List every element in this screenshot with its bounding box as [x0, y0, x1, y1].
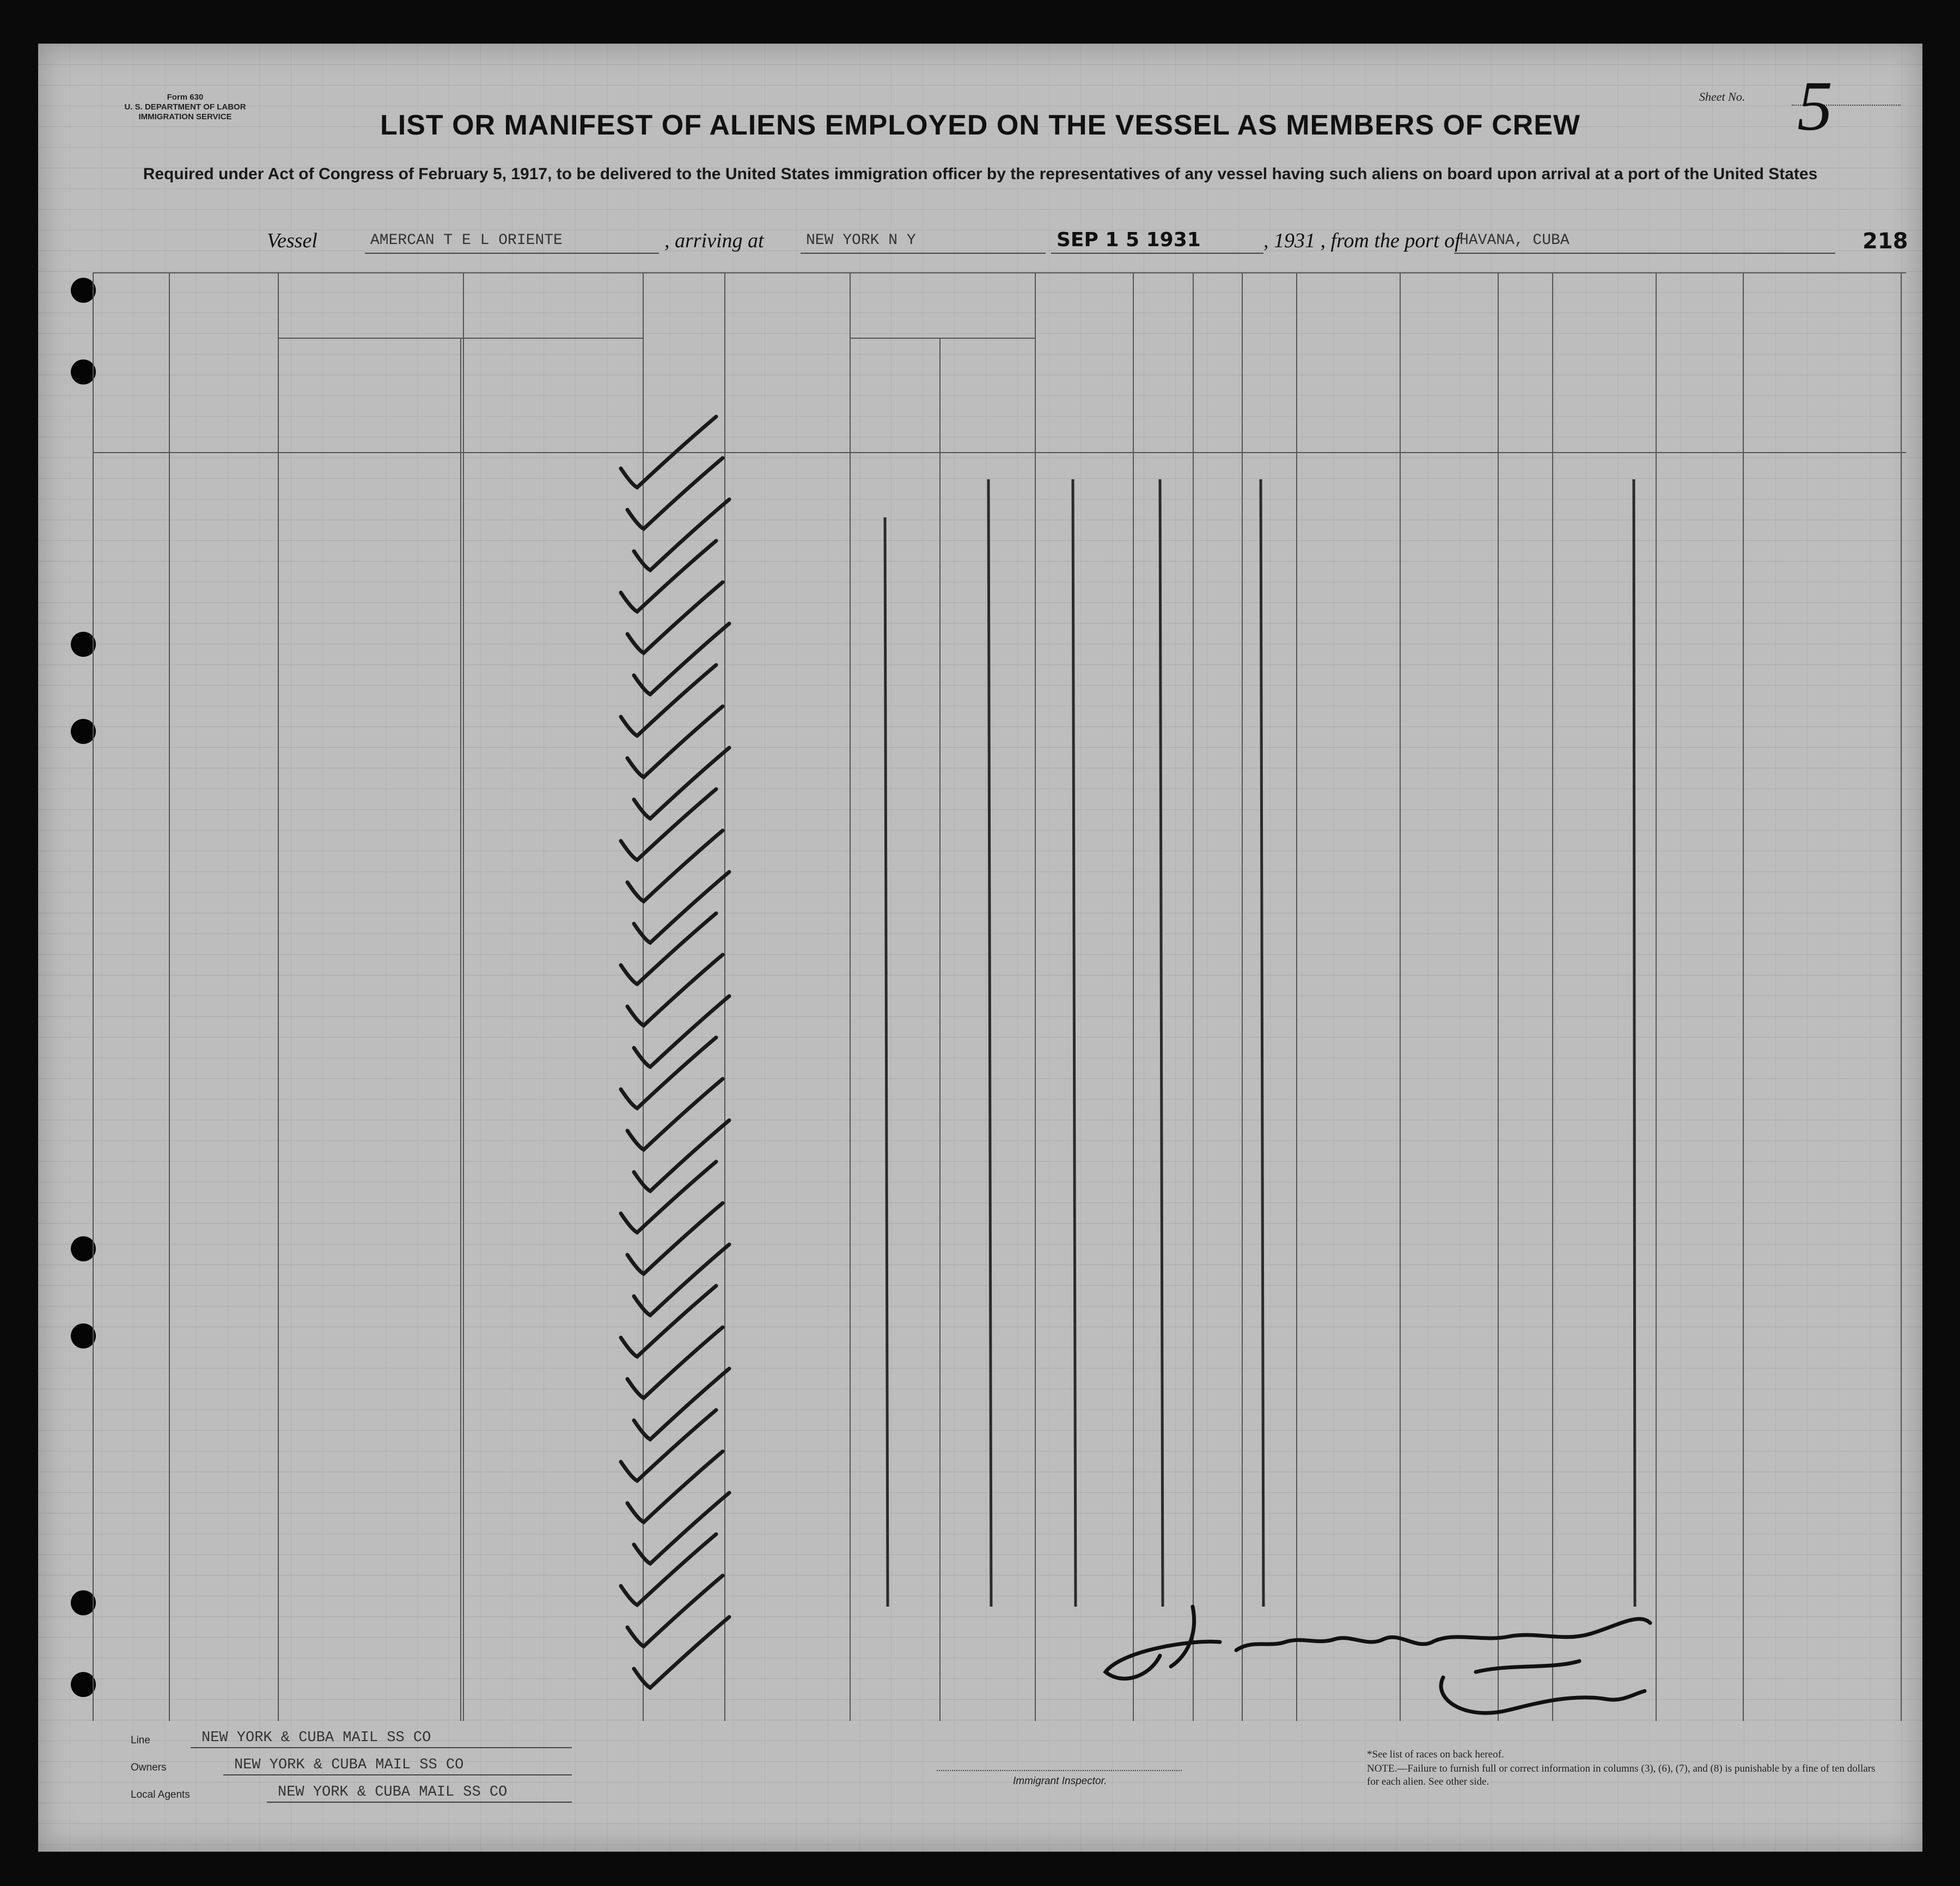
service-name: IMMIGRATION SERVICE: [138, 112, 232, 121]
check-mark: [621, 541, 716, 612]
check-mark: [634, 1244, 729, 1315]
manifest-subtitle: Required under Act of Congress of February 5, 1917, to be delivered to the United States immigration officer by the representatives of any vessel having such aliens on board upon arrival at a port of the United States: [143, 165, 1818, 183]
check-mark: [627, 831, 723, 901]
owners-underline: [223, 1774, 572, 1775]
check-mark: [621, 1534, 716, 1605]
check-mark: [627, 1327, 723, 1398]
column-divider: [1296, 272, 1297, 1721]
check-mark: [627, 582, 723, 653]
column-divider: [643, 272, 644, 1721]
year-label: , 1931 , from the port of: [1263, 229, 1461, 252]
fine-note: NOTE.—Failure to furnish full or correct information in columns (3), (6), (7), and (8) is punishable by a fine of ten dollars for each alien. See other side.: [1367, 1763, 1876, 1787]
column-divider: [1242, 272, 1243, 1721]
check-mark: [621, 789, 716, 860]
arrival-port: NEW YORK N Y: [806, 232, 916, 249]
header-bottom-border: [93, 452, 1906, 453]
ditto-lines: [885, 479, 1635, 1607]
date-line: [1051, 253, 1263, 254]
agents-label: Local Agents: [131, 1789, 190, 1800]
vessel-label: Vessel: [267, 229, 317, 252]
column-divider: [850, 272, 851, 1721]
check-mark: [634, 1120, 729, 1191]
check-mark: [627, 1203, 723, 1274]
column-divider: [169, 272, 170, 1721]
shipped-subheader-line: [850, 338, 1035, 339]
line-underline: [191, 1747, 572, 1748]
voyage-details: [120, 229, 1917, 261]
column-divider: [1656, 272, 1657, 1721]
check-mark: [621, 1037, 716, 1108]
column-divider: [1193, 272, 1194, 1721]
agents-underline: [267, 1802, 572, 1803]
shipped-split-line: [939, 338, 941, 1721]
check-mark: [634, 748, 729, 819]
check-mark: [621, 665, 716, 736]
check-mark: [634, 1493, 729, 1564]
column-divider: [1498, 272, 1499, 1721]
check-mark: [627, 458, 723, 529]
page-reference: 218: [1863, 229, 1908, 254]
column-divider: [1400, 272, 1401, 1721]
column-divider: [278, 272, 279, 1721]
department-name: U. S. DEPARTMENT OF LABOR: [124, 102, 246, 112]
column-divider: [1552, 272, 1553, 1721]
arriving-label: , arriving at: [664, 229, 764, 252]
date-stamp: SEP 1 5 1931: [1057, 229, 1201, 251]
check-mark: [627, 706, 723, 777]
departure-port: HAVANA, CUBA: [1460, 232, 1570, 249]
column-divider: [1901, 272, 1902, 1721]
sheet-number-label: Sheet No.: [1699, 90, 1745, 103]
check-mark: [621, 1162, 716, 1232]
owners-value: NEW YORK & CUBA MAIL SS CO: [234, 1757, 464, 1773]
column-divider: [1035, 272, 1036, 1721]
vessel-name: AMERCAN T E L ORIENTE: [370, 232, 563, 249]
manifest-sheet: [38, 44, 1922, 1852]
check-mark: [634, 1617, 729, 1688]
column-divider: [93, 272, 94, 1721]
inspector-line: [937, 1770, 1182, 1771]
check-mark: [621, 1286, 716, 1357]
check-mark: [627, 1451, 723, 1522]
arrival-line: [801, 253, 1046, 254]
line-value: NEW YORK & CUBA MAIL SS CO: [202, 1730, 431, 1746]
check-marks: [621, 417, 729, 1688]
column-divider: [463, 272, 464, 1721]
inspector-label: Immigrant Inspector.: [1013, 1775, 1107, 1787]
column-divider: [724, 272, 725, 1721]
form-number: Form 630: [167, 93, 204, 102]
agents-value: NEW YORK & CUBA MAIL SS CO: [278, 1784, 508, 1800]
vessel-line: [365, 253, 659, 254]
column-divider: [1743, 272, 1744, 1721]
departure-line: [1454, 253, 1835, 254]
handwriting-layer: [38, 44, 1922, 1852]
check-mark: [627, 1079, 723, 1150]
check-mark: [634, 624, 729, 694]
line-label: Line: [131, 1735, 150, 1746]
manifest-title: LIST OR MANIFEST OF ALIENS EMPLOYED ON THE VESSEL AS MEMBERS OF CREW: [380, 109, 1580, 141]
check-mark: [627, 955, 723, 1026]
purser-signature: [1106, 1607, 1650, 1713]
check-mark: [634, 499, 729, 570]
check-mark: [634, 996, 729, 1067]
check-mark: [627, 1576, 723, 1646]
races-note: *See list of races on back hereof.: [1367, 1749, 1504, 1760]
check-mark: [621, 1410, 716, 1481]
table-top-border: [93, 272, 1906, 273]
column-divider: [1133, 272, 1134, 1721]
check-mark: [621, 913, 716, 984]
sheet-number-value: 5: [1797, 67, 1833, 145]
owners-label: Owners: [131, 1762, 167, 1773]
check-mark: [634, 1369, 729, 1439]
name-split-line: [460, 338, 461, 1721]
check-mark: [634, 872, 729, 943]
